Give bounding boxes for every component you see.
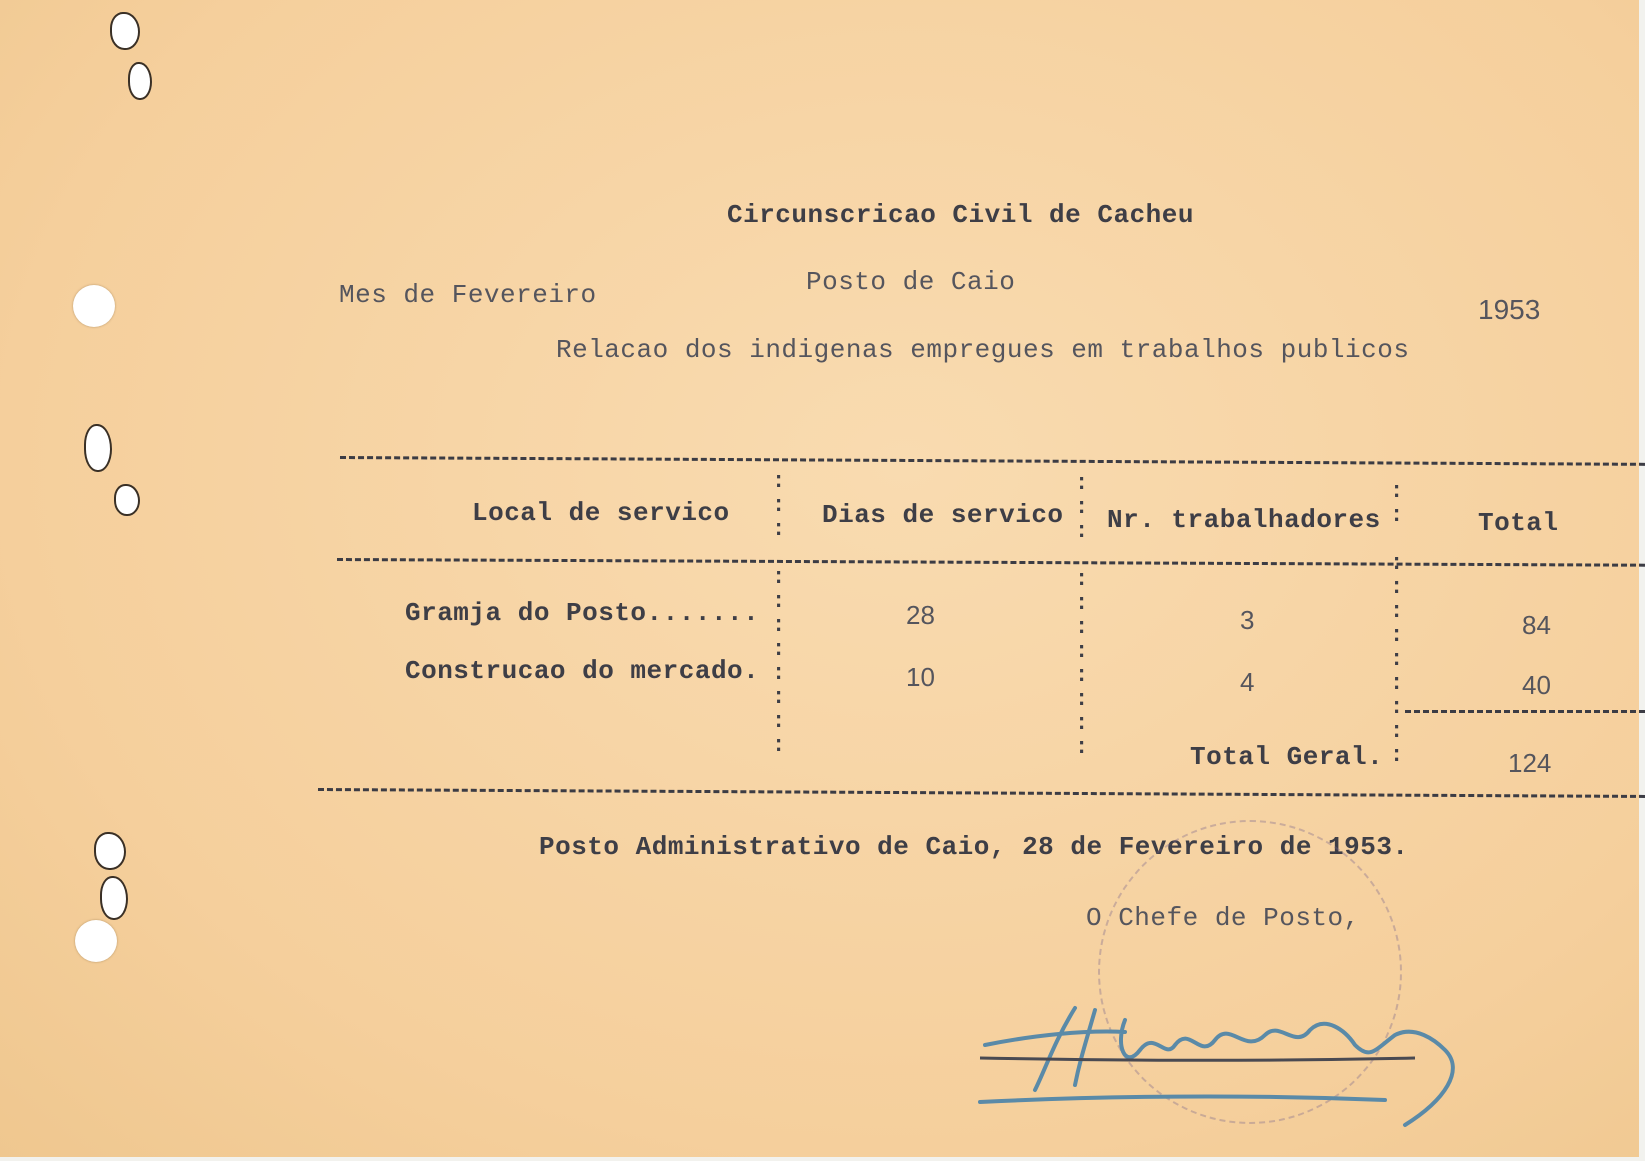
table-bottom-rule xyxy=(318,788,1645,798)
column-header-trabalhadores: Nr. trabalhadores xyxy=(1107,505,1381,535)
table-header-rule xyxy=(337,558,1645,567)
row-1-dias: 28 xyxy=(906,600,935,630)
scan-edge-right xyxy=(1639,0,1645,1161)
column-separator-1: : : : : : : : : : : : xyxy=(772,469,786,758)
month-label: Mes de Fevereiro xyxy=(339,280,597,310)
row-2-trabalhadores: 4 xyxy=(1240,667,1255,697)
column-header-local: Local de servico xyxy=(472,498,730,528)
signature xyxy=(975,990,1515,1140)
grand-total-value: 124 xyxy=(1508,748,1552,778)
column-header-dias: Dias de servico xyxy=(822,500,1064,530)
year: 1953 xyxy=(1478,294,1541,325)
document-title: Circunscricao Civil de Cacheu xyxy=(727,200,1194,230)
row-2-total: 40 xyxy=(1522,670,1551,700)
place-date: Posto Administrativo de Caio, 28 de Fevereiro de 1953. xyxy=(539,832,1409,862)
column-header-total: Total xyxy=(1478,508,1559,538)
signatory-title: O Chefe de Posto, xyxy=(1086,903,1360,933)
subtotal-rule xyxy=(1405,710,1645,713)
row-2-local: Construcao do mercado. xyxy=(405,656,760,686)
document-subtitle: Relacao dos indigenas empregues em trabalhos publicos xyxy=(556,335,1410,365)
paper-tear-4 xyxy=(114,484,140,516)
table-top-rule xyxy=(340,456,1645,466)
punch-hole-top xyxy=(73,285,115,327)
post-name: Posto de Caio xyxy=(806,267,1016,297)
paper-tear-3 xyxy=(84,424,112,472)
paper-tear-6 xyxy=(100,876,128,920)
paper-tear-1 xyxy=(110,12,140,50)
scan-edge-bottom xyxy=(0,1157,1645,1161)
paper-tear-5 xyxy=(94,832,126,870)
column-separator-3: : : : : : : : : : : : xyxy=(1390,479,1404,768)
row-2-dias: 10 xyxy=(906,662,935,692)
grand-total-label: Total Geral. xyxy=(1190,742,1384,772)
paper-tear-2 xyxy=(128,62,152,100)
column-separator-2: : : : : : : : : : : : xyxy=(1075,471,1089,760)
row-1-trabalhadores: 3 xyxy=(1240,605,1255,635)
row-1-total: 84 xyxy=(1522,610,1551,640)
punch-hole-bottom xyxy=(75,920,117,962)
row-1-local: Gramja do Posto....... xyxy=(405,598,760,628)
